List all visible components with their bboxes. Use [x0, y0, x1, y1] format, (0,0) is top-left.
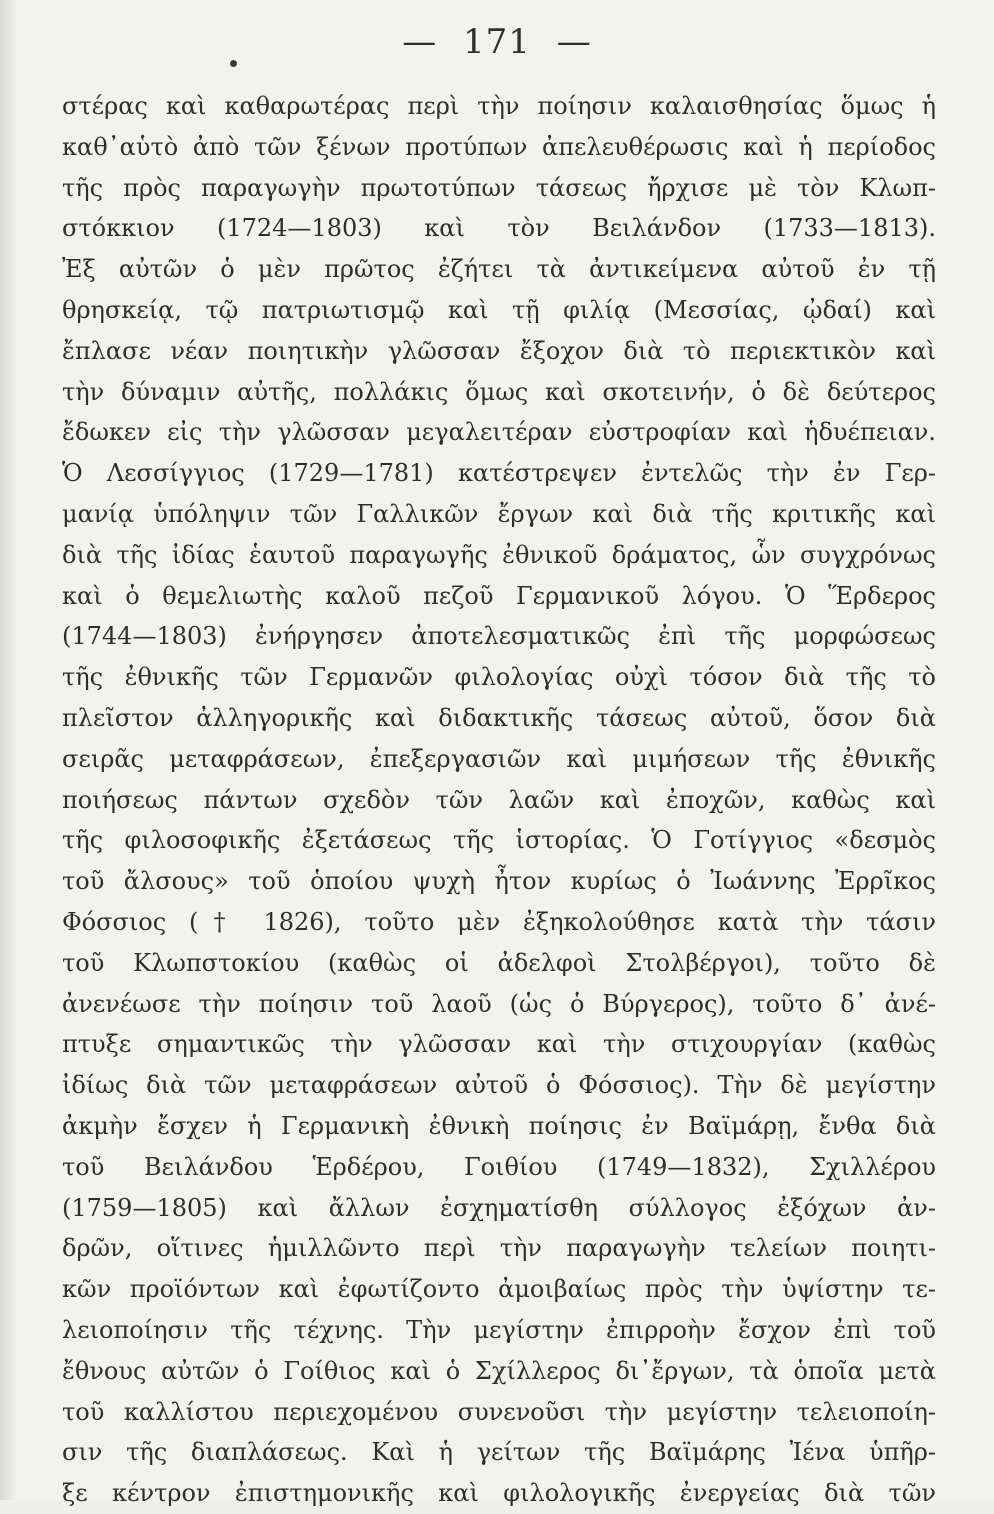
text-line: Φόσσιος († 1826), τοῦτο μὲν ἐξηκολούθησε κατὰ τὴν τάσιν — [62, 907, 936, 936]
text-line: στέρας καὶ καθαρωτέρας περὶ τὴν ποίησιν καλαισθησίας ὅμως ἡ — [62, 92, 936, 120]
text-line: τὴν δύναμιν αὐτῆς, πολλάκις ὅμως καὶ σκοτεινήν, ὁ δὲ δεύτερος — [62, 377, 936, 406]
text-line: μανίᾳ ὑπόληψιν τῶν Γαλλικῶν ἔργων καὶ διὰ τῆς κριτικῆς καὶ — [62, 499, 936, 528]
text-line: ἀκμὴν ἔσχεν ἡ Γερμανικὴ ἐθνικὴ ποίησις ἐν Βαϊμάρῃ, ἔνθα διὰ — [62, 1111, 936, 1140]
text-line: θρησκείᾳ, τῷ πατριωτισμῷ καὶ τῇ φιλίᾳ (Μεσσίας, ᾠδαί) καὶ — [62, 295, 936, 324]
page-header — [0, 22, 994, 62]
text-line: κῶν προϊόντων καὶ ἐφωτίζοντο ἀμοιβαίως πρὸς τὴν ὑψίστην τε- — [62, 1275, 936, 1304]
ink-dot — [230, 60, 237, 67]
text-line: δρῶν, οἵτινες ἡμιλλῶντο περὶ τὴν παραγωγὴν τελείων ποιητι- — [62, 1234, 936, 1263]
text-line: πλεῖστον ἀλληγορικῆς καὶ διδακτικῆς τάσεως αὐτοῦ, ὅσον διὰ — [62, 703, 936, 732]
text-line: διὰ τῆς ἰδίας ἑαυτοῦ παραγωγῆς ἐθνικοῦ δράματος, ὧν συγχρόνως — [62, 540, 936, 569]
text-line: στόκκιον (1724—1803) καὶ τὸν Βειλάνδον (1733—1813). — [62, 214, 936, 243]
text-line: καὶ ὁ θεμελιωτὴς καλοῦ πεζοῦ Γερμανικοῦ λόγου. Ὁ Ἕρδερος — [62, 581, 936, 610]
text-line: τῆς πρὸς παραγωγὴν πρωτοτύπων τάσεως ἤρχισε μὲ τὸν Κλωπ- — [62, 173, 936, 202]
text-line: τῆς φιλοσοφικῆς ἐξετάσεως τῆς ἱστορίας. Ὁ Γοτίγγιος «δεσμὸς — [62, 826, 936, 855]
text-line: πτυξε σημαντικῶς τὴν γλῶσσαν καὶ τὴν στιχουργίαν (καθὼς — [62, 1030, 936, 1059]
header-dash-right: — — [556, 22, 592, 62]
header-dash-left: — — [402, 22, 438, 62]
text-line: Ἐξ αὐτῶν ὁ μὲν πρῶτος ἐζήτει τὰ ἀντικείμενα αὐτοῦ ἐν τῇ — [62, 255, 936, 284]
page-number: 171 — [463, 22, 531, 62]
text-line: ἔθνους αὐτῶν ὁ Γοίθιος καὶ ὁ Σχίλλερος δι᾽ἔργων, τὰ ὁποῖα μετὰ — [62, 1356, 936, 1385]
text-line: (1759—1805) καὶ ἄλλων ἐσχηματίσθη σύλλογος ἐξόχων ἀν- — [62, 1193, 936, 1222]
text-line: τοῦ Κλωπστοκίου (καθὼς οἱ ἀδελφοὶ Στολβέργοι), τοῦτο δὲ — [62, 948, 936, 977]
text-line: λειοποίησιν τῆς τέχνης. Τὴν μεγίστην ἐπιρροὴν ἔσχον ἐπὶ τοῦ — [62, 1315, 936, 1344]
text-line: καθ᾽αὑτὸ ἀπὸ τῶν ξένων προτύπων ἀπελευθέρωσις καὶ ἡ περίοδος — [62, 132, 936, 161]
text-line: τοῦ Βειλάνδου Ἑρδέρου, Γοιθίου (1749—1832), Σχιλλέρου — [62, 1152, 936, 1181]
text-line: ἰδίως διὰ τῶν μεταφράσεων αὐτοῦ ὁ Φόσσιος). Τὴν δὲ μεγίστην — [62, 1071, 936, 1100]
page-edge-shadow — [0, 0, 18, 1500]
body-text — [62, 86, 936, 1514]
text-line: τῆς ἐθνικῆς τῶν Γερμανῶν φιλολογίας οὐχὶ τόσον διὰ τῆς τὸ — [62, 663, 936, 692]
text-line: τοῦ καλλίστου περιεχομένου συνενοῦσι τὴν μεγίστην τελειοποίη- — [62, 1397, 936, 1426]
text-line: σιν τῆς διαπλάσεως. Καὶ ἡ γείτων τῆς Βαϊμάρης Ἰένα ὑπῆρ- — [62, 1438, 936, 1467]
text-line: σειρᾶς μεταφράσεων, ἐπεξεργασιῶν καὶ μιμήσεων τῆς ἐθνικῆς — [62, 744, 936, 773]
text-line: ἔδωκεν εἰς τὴν γλῶσσαν μεγαλειτέραν εὐστροφίαν καὶ ἡδυέπειαν. — [62, 418, 936, 447]
text-line: ποιήσεως πάντων σχεδὸν τῶν λαῶν καὶ ἐποχῶν, καθὼς καὶ — [62, 785, 936, 814]
text-line: (1744—1803) ἐνήργησεν ἀποτελεσματικῶς ἐπὶ τῆς μορφώσεως — [62, 622, 936, 651]
text-line: ἀνενέωσε τὴν ποίησιν τοῦ λαοῦ (ὡς ὁ Βύργερος), τοῦτο δ᾽ ἀνέ- — [62, 989, 936, 1018]
text-line: τοῦ ἄλσους» τοῦ ὁποίου ψυχὴ ἦτον κυρίως ὁ Ἰωάννης Ἐρρῖκος — [62, 867, 936, 896]
text-line: ξε κέντρον ἐπιστημονικῆς καὶ φιλολογικῆς ἐνεργείας διὰ τῶν — [62, 1479, 936, 1508]
text-line: ἔπλασε νέαν ποιητικὴν γλῶσσαν ἔξοχον διὰ τὸ περιεκτικὸν καὶ — [62, 336, 936, 365]
text-line: Ὁ Λεσσίγγιος (1729—1781) κατέστρεψεν ἐντελῶς τὴν ἐν Γερ- — [62, 459, 936, 488]
